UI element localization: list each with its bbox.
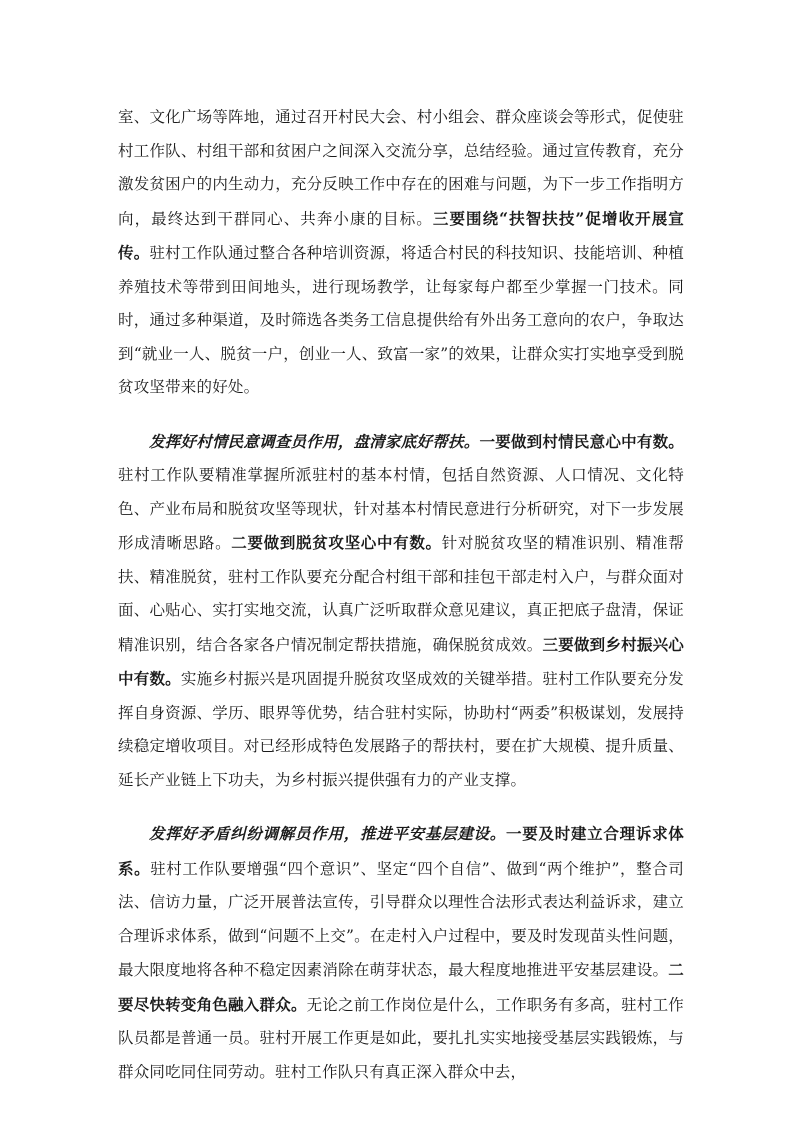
paragraph-2-text-2: 针对脱贫攻坚的精准识别、精准帮扶、精准脱贫，驻村工作队要充分配合村组干部和挂包干部走村入户，与群众面对面、心贴心、实打实地交流，认真广泛听取群众意见建议，真正把底子盘清，保证精准识别，结合各家各户情况制定帮扶措施，确保脱贫成效。 — [118, 534, 684, 654]
paragraph-1 — [118, 101, 684, 405]
paragraph-2-text-3: 实施乡村振兴是巩固提升脱贫攻坚成效的关键举措。驻村工作队要充分发挥自身资源、学历、眼界等优势，结合驻村实际，协助村“两委”积极谋划，发展持续稳定增收项目。对已经形成特色发展路子的帮扶村，要在扩大规模、提升质量、延长产业链上下功夫，为乡村振兴提供强有力的产业支撑。 — [118, 670, 684, 789]
paragraph-3-text-2: 无论之前工作岗位是什么，工作职务有多高，驻村工作队员都是普通一员。驻村开展工作更是如此，要扎扎实实地接受基层实践锻炼，与群众同吃同住同劳动。驻村工作队只有真正深入群众中去， — [118, 995, 684, 1081]
paragraph-1-text-2: 驻村工作队通过整合各种培训资源，将适合村民的科技知识、技能培训、种植养殖技术等带到田间地头，进行现场教学，让每家每户都至少掌握一门技术。同时，通过多种渠道，及时筛选各类务工信息提供给有外出务工意向的农户，争取达到“就业一人、脱贫一户，创业一人、致富一家”的效果，让群众实打实地享受到脱贫攻坚带来的好处。 — [118, 244, 684, 396]
paragraph-2 — [118, 425, 684, 798]
paragraph-2-bold-3: 三要做到乡村振兴心中有数。 — [118, 634, 684, 688]
paragraph-1-bold-1: 三要围绕“扶智扶技”促增收开展宣传。 — [118, 208, 684, 262]
paragraph-3-heading: 发挥好矛盾纠纷调解员作用，推进平安基层建设。 — [149, 824, 507, 843]
paragraph-3 — [118, 817, 684, 1089]
paragraph-2-heading: 发挥好村情民意调查员作用，盘清家底好帮扶。 — [149, 431, 480, 451]
paragraph-3-text-1: 驻村工作队要增强“四个意识”、坚定“四个自信”、做到“两个维护”，整合司法、信访力量，广泛开展普法宣传，引导群众以理性合法形式表达利益诉求，建立合理诉求体系，做到“问题不上交”。在走村入户过程中，要及时发现苗头性问题，最大限度地将各种不稳定因素消除在萌芽状态，最大程度地推进平安基层建设。 — [118, 859, 684, 979]
paragraph-2-bold-2: 二要做到脱贫攻坚心中有数。 — [231, 533, 442, 552]
paragraph-1-text-1: 室、文化广场等阵地，通过召开村民大会、村小组会、群众座谈会等形式，促使驻村工作队、村组干部和贫困户之间深入交流分享，总结经验。通过宣传教育，充分激发贫困户的内生动力，充分反映工作中存在的困难与问题，为下一步工作指明方向，最终达到干群同心、共奔小康的目标。 — [118, 108, 684, 228]
paragraph-2-text-1: 驻村工作队要精准掌握所派驻村的基本村情，包括自然资源、人口情况、文化特色、产业布局和脱贫攻坚等现状，针对基本村情民意进行分析研究，对下一步发展形成清晰思路。 — [118, 466, 684, 552]
paragraph-3-bold-1: 一要及时建立合理诉求体系。 — [118, 824, 684, 878]
paragraph-3-bold-2: 二要尽快转变角色融入群众。 — [118, 960, 684, 1014]
paragraph-2-bold-1: 一要做到村情民意心中有数。 — [479, 431, 685, 451]
document-page — [118, 101, 684, 1109]
